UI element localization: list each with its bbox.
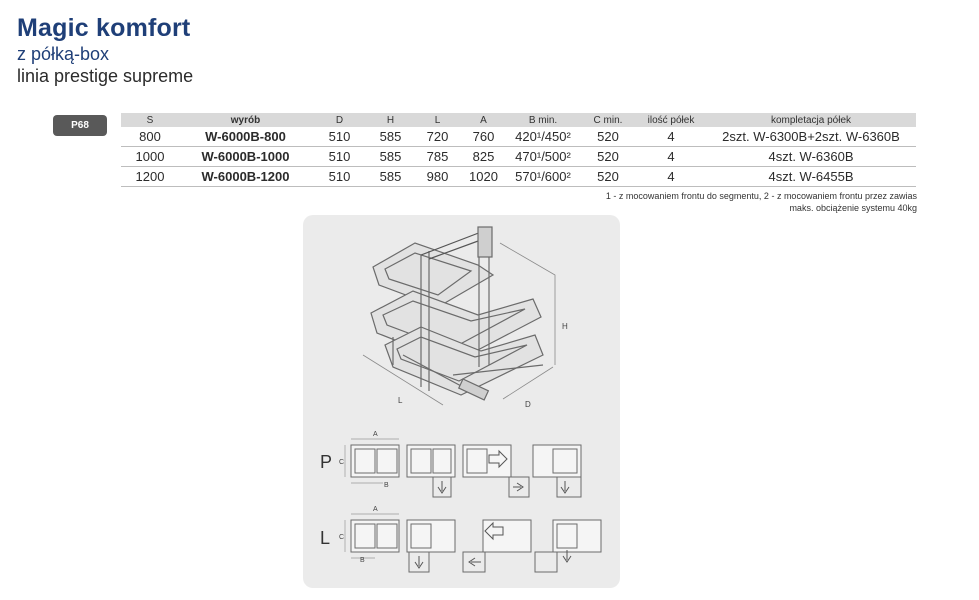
dim-label-h: H (562, 322, 568, 331)
cell-shelf-count: 4 (636, 147, 706, 167)
table-row (121, 147, 916, 167)
product-title: Magic komfort (17, 14, 191, 42)
cell-a: 1020 (461, 167, 506, 187)
cell-product: W-6000B-1200 (179, 167, 312, 187)
table-header-row (121, 113, 916, 127)
p-row-diagrams (345, 439, 581, 497)
col-header-b-min: B min. (506, 113, 580, 127)
product-line: linia prestige supreme (17, 66, 194, 86)
dim-label-d: D (525, 400, 531, 409)
cell-product: W-6000B-1000 (179, 147, 312, 167)
cell-s: 1200 (121, 167, 179, 187)
col-header-l: L (414, 113, 461, 127)
dim-label-b-l: B (360, 557, 365, 564)
spec-table (121, 113, 916, 187)
col-header-shelf-set: kompletacja półek (706, 113, 916, 127)
product-technical-drawing (303, 215, 620, 588)
dim-label-a-p: A (373, 431, 378, 438)
col-header-h: H (367, 113, 414, 127)
row-label-l: L (320, 528, 331, 548)
table-row (121, 127, 916, 147)
cell-b-min: 420¹/450² (506, 127, 580, 147)
cell-l: 980 (414, 167, 461, 187)
col-header-product: wyrób (179, 113, 312, 127)
row-label-p: P (320, 452, 333, 472)
cell-shelf-set: 4szt. W-6455B (706, 167, 916, 187)
load-note: maks. obciążenie systemu 40kg (789, 203, 917, 213)
cell-c-min: 520 (580, 147, 636, 167)
l-row-diagrams (345, 514, 601, 572)
dim-label-l: L (398, 396, 403, 405)
cell-c-min: 520 (580, 127, 636, 147)
dim-label-a-l: A (373, 506, 378, 513)
cell-shelf-set: 2szt. W-6300B+2szt. W-6360B (706, 127, 916, 147)
page-code-badge: P68 (53, 115, 107, 136)
cell-a: 825 (461, 147, 506, 167)
cell-shelf-count: 4 (636, 127, 706, 147)
cell-s: 800 (121, 127, 179, 147)
col-header-shelf-count: ilość półek (636, 113, 706, 127)
cell-d: 510 (312, 167, 367, 187)
col-header-s: S (121, 113, 179, 127)
cell-l: 720 (414, 127, 461, 147)
col-header-c-min: C min. (580, 113, 636, 127)
cell-b-min: 470¹/500² (506, 147, 580, 167)
cell-shelf-count: 4 (636, 167, 706, 187)
cell-a: 760 (461, 127, 506, 147)
cell-h: 585 (367, 167, 414, 187)
cell-l: 785 (414, 147, 461, 167)
cell-d: 510 (312, 147, 367, 167)
cell-s: 1000 (121, 147, 179, 167)
cell-c-min: 520 (580, 167, 636, 187)
cell-b-min: 570¹/600² (506, 167, 580, 187)
dim-label-b-p: B (384, 482, 389, 489)
cell-h: 585 (367, 147, 414, 167)
product-subtitle: z półką-box (17, 44, 110, 64)
table-row (121, 167, 916, 187)
dim-label-c-l: C (339, 534, 345, 541)
cell-h: 585 (367, 127, 414, 147)
cell-d: 510 (312, 127, 367, 147)
cell-shelf-set: 4szt. W-6360B (706, 147, 916, 167)
cell-product: W-6000B-800 (179, 127, 312, 147)
product-drawing-panel (303, 215, 620, 588)
col-header-d: D (312, 113, 367, 127)
col-header-a: A (461, 113, 506, 127)
dim-label-c-p: C (339, 459, 345, 466)
corner-unit-3d-drawing (363, 227, 555, 405)
mounting-note: 1 - z mocowaniem frontu do segmentu, 2 - z mocowaniem frontu przez zawias (605, 191, 917, 201)
